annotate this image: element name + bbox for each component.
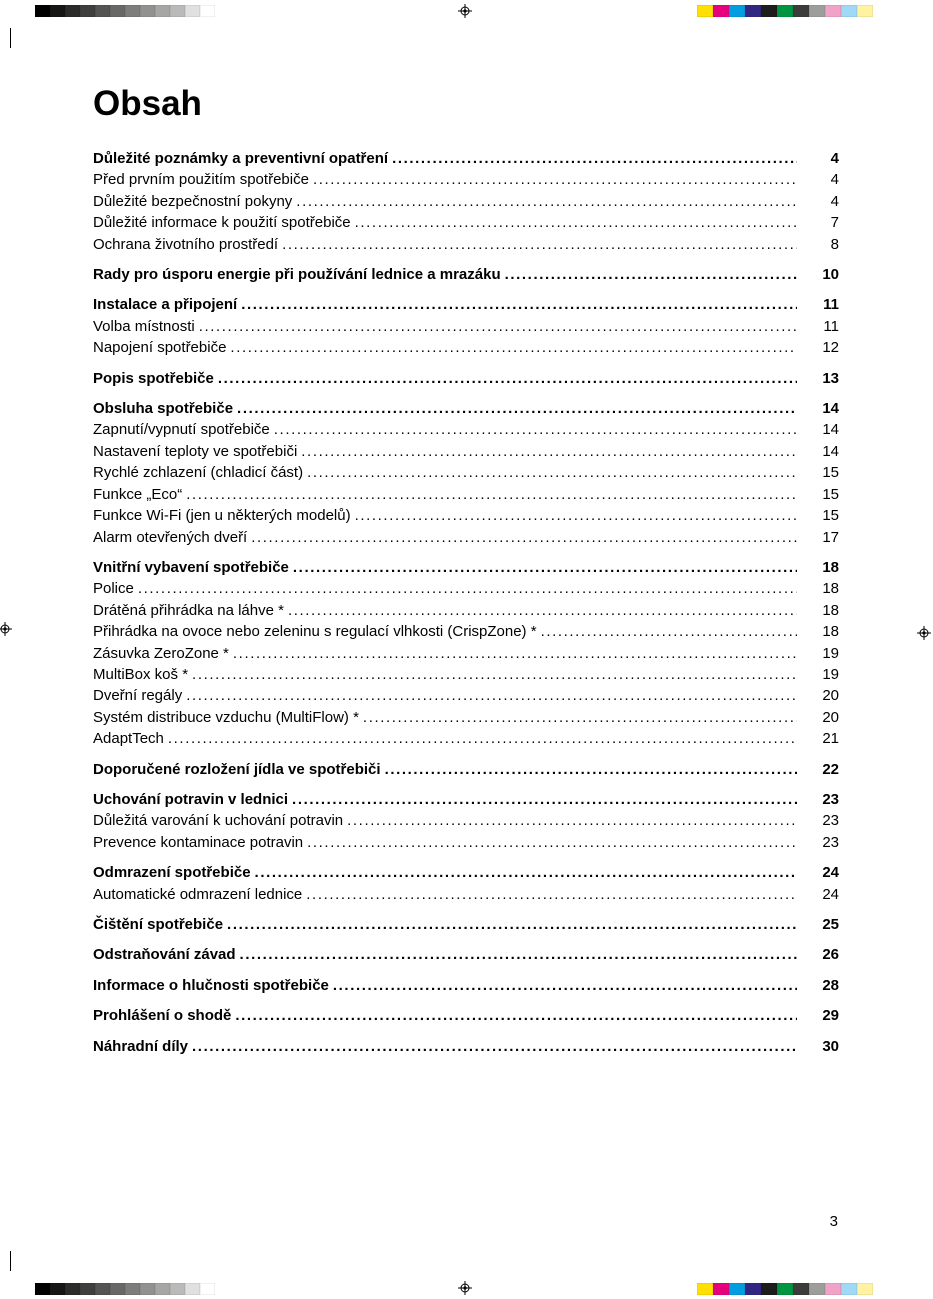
toc-section-entry xyxy=(93,759,839,780)
toc-section-entry xyxy=(93,914,839,935)
color-swatch xyxy=(125,5,140,17)
color-swatch xyxy=(185,1283,200,1295)
color-swatch xyxy=(777,1283,793,1295)
toc-section-entry xyxy=(93,975,839,996)
toc-leader-dots xyxy=(233,643,797,664)
toc-entry-page: 21 xyxy=(822,730,839,748)
toc-leader-dots xyxy=(255,862,797,883)
color-swatch xyxy=(809,1283,825,1295)
toc-entry-label: Uchování potravin v lednici xyxy=(93,790,289,808)
toc-leader-dots xyxy=(235,1005,797,1026)
toc-entry-page: 23 xyxy=(822,790,839,808)
toc-entry-label: Volba místnosti xyxy=(93,317,195,335)
toc-entry-page: 18 xyxy=(822,558,839,576)
registration-mark-icon xyxy=(917,626,931,640)
toc-entry-label: Odstraňování závad xyxy=(93,946,236,964)
color-swatch xyxy=(65,5,80,17)
toc-section-entry xyxy=(93,148,839,169)
color-swatch xyxy=(841,5,857,17)
toc-entry-label: Alarm otevřených dveří xyxy=(93,528,248,546)
toc-entry-label: Popis spotřebiče xyxy=(93,369,214,387)
color-swatch xyxy=(140,1283,155,1295)
toc-section-entry xyxy=(93,789,839,810)
toc-entry-label: Napojení spotřebiče xyxy=(93,339,227,357)
toc-sub-entry xyxy=(93,578,839,599)
toc-entry-page: 14 xyxy=(822,400,839,418)
toc-section-entry xyxy=(93,264,839,285)
toc-entry-page: 15 xyxy=(822,485,839,503)
toc-entry-page: 28 xyxy=(822,976,839,994)
page-content xyxy=(93,84,839,1057)
toc-leader-dots xyxy=(186,685,797,706)
toc-entry-page: 7 xyxy=(830,214,839,232)
toc-entry-label: Systém distribuce vzduchu (MultiFlow) * xyxy=(93,708,359,726)
color-swatch xyxy=(155,1283,170,1295)
color-swatch xyxy=(50,1283,65,1295)
toc-sub-entry xyxy=(93,621,839,642)
toc-sub-entry xyxy=(93,419,839,440)
color-swatch xyxy=(729,1283,745,1295)
toc-entry-label: Důležité bezpečnostní pokyny xyxy=(93,192,293,210)
toc-entry-page: 23 xyxy=(822,833,839,851)
color-swatch xyxy=(95,5,110,17)
toc-leader-dots xyxy=(230,337,797,358)
page-title: Obsah xyxy=(93,84,202,123)
color-swatch xyxy=(825,1283,841,1295)
toc-sub-entry xyxy=(93,212,839,233)
color-swatch xyxy=(140,5,155,17)
toc-sub-entry xyxy=(93,884,839,905)
toc-entry-page: 25 xyxy=(822,916,839,933)
registration-mark-icon xyxy=(458,1281,472,1295)
color-swatch xyxy=(200,1283,215,1295)
toc-leader-dots xyxy=(347,810,797,831)
toc-entry-page: 12 xyxy=(822,339,839,357)
toc-section-entry xyxy=(93,294,839,315)
toc-entry-label: Přihrádka na ovoce nebo zeleninu s regulací vlhkosti (CrispZone) * xyxy=(93,623,537,641)
toc-entry-label: Před prvním použitím spotřebiče xyxy=(93,171,309,189)
toc-entry-label: Prevence kontaminace potravin xyxy=(93,833,304,851)
registration-mark-icon xyxy=(0,622,12,636)
toc-leader-dots xyxy=(355,212,797,233)
toc-entry-page: 13 xyxy=(822,369,839,387)
toc-leader-dots xyxy=(138,578,797,599)
toc-sub-entry xyxy=(93,664,839,685)
toc-entry-page: 11 xyxy=(823,296,839,314)
toc-entry-page: 26 xyxy=(822,946,839,964)
toc-entry-label: Náhradní díly xyxy=(93,1037,189,1055)
toc-entry-page: 14 xyxy=(822,421,839,439)
color-swatch xyxy=(809,5,825,17)
toc-sub-entry xyxy=(93,441,839,462)
toc-entry-label: Dveřní regály xyxy=(93,687,183,705)
toc-leader-dots xyxy=(168,728,797,749)
toc-entry-page: 24 xyxy=(822,885,839,903)
toc-leader-dots xyxy=(313,169,797,190)
toc-sub-entry xyxy=(93,832,839,853)
toc-entry-page: 15 xyxy=(822,464,839,482)
toc-entry-label: Vnitřní vybavení spotřebiče xyxy=(93,558,289,576)
color-swatch xyxy=(777,5,793,17)
toc-entry-page: 10 xyxy=(822,266,839,284)
color-swatch xyxy=(80,5,95,17)
toc-entry-page: 19 xyxy=(822,665,839,683)
toc-sub-entry xyxy=(93,527,839,548)
color-calibration-strip xyxy=(697,1283,873,1295)
toc-entry-label: Zapnutí/vypnutí spotřebiče xyxy=(93,421,270,439)
toc-leader-dots xyxy=(240,944,797,965)
color-swatch xyxy=(155,5,170,17)
color-calibration-strip xyxy=(697,5,873,17)
toc-entry-label: Drátěná přihrádka na láhve * xyxy=(93,601,284,619)
toc-sub-entry xyxy=(93,505,839,526)
toc-entry-label: Důležitá varování k uchování potravin xyxy=(93,812,344,830)
color-swatch xyxy=(50,5,65,17)
toc-section-entry xyxy=(93,557,839,578)
color-swatch xyxy=(697,5,713,17)
toc-leader-dots xyxy=(218,368,797,389)
toc-leader-dots xyxy=(301,441,797,462)
toc-entry-page: 18 xyxy=(822,601,839,619)
toc-sub-entry xyxy=(93,600,839,621)
toc-leader-dots xyxy=(274,419,797,440)
toc-leader-dots xyxy=(241,294,797,315)
toc-leader-dots xyxy=(296,191,797,212)
grayscale-calibration-strip xyxy=(35,5,215,17)
toc-entry-label: Nastavení teploty ve spotřebiči xyxy=(93,442,298,460)
page-number: 3 xyxy=(829,1213,838,1230)
toc-leader-dots xyxy=(186,484,797,505)
toc-sub-entry xyxy=(93,191,839,212)
toc-entry-page: 18 xyxy=(822,623,839,641)
toc-sub-entry xyxy=(93,685,839,706)
color-swatch xyxy=(713,5,729,17)
color-swatch xyxy=(825,5,841,17)
toc-sub-entry xyxy=(93,316,839,337)
toc-entry-label: MultiBox koš * xyxy=(93,665,189,683)
toc-leader-dots xyxy=(541,621,797,642)
toc-section-entry xyxy=(93,1036,839,1057)
toc-leader-dots xyxy=(237,398,797,419)
color-swatch xyxy=(170,5,185,17)
color-swatch xyxy=(713,1283,729,1295)
toc-entry-label: Rychlé zchlazení (chladicí část) xyxy=(93,464,304,482)
toc-entry-page: 20 xyxy=(822,708,839,726)
color-swatch xyxy=(35,1283,50,1295)
table-of-contents xyxy=(93,148,839,1057)
toc-sub-entry xyxy=(93,169,839,190)
toc-leader-dots xyxy=(192,1036,797,1057)
toc-entry-label: Odmrazení spotřebiče xyxy=(93,864,251,882)
color-swatch xyxy=(761,1283,777,1295)
crop-mark xyxy=(10,1251,11,1271)
toc-sub-entry xyxy=(93,728,839,749)
toc-entry-label: Čištění spotřebiče xyxy=(93,916,224,933)
grayscale-calibration-strip xyxy=(35,1283,215,1295)
color-swatch xyxy=(857,5,873,17)
color-swatch xyxy=(35,5,50,17)
toc-entry-page: 30 xyxy=(822,1037,839,1055)
toc-sub-entry xyxy=(93,337,839,358)
color-swatch xyxy=(125,1283,140,1295)
toc-section-entry xyxy=(93,368,839,389)
toc-leader-dots xyxy=(292,789,797,810)
toc-entry-label: Důležité informace k použití spotřebiče xyxy=(93,214,351,232)
toc-leader-dots xyxy=(355,505,797,526)
toc-section-entry xyxy=(93,944,839,965)
toc-entry-page: 4 xyxy=(830,171,839,189)
toc-entry-page: 24 xyxy=(822,864,839,882)
toc-entry-label: AdaptTech xyxy=(93,730,164,748)
toc-entry-page: 17 xyxy=(822,528,839,546)
toc-entry-label: Důležité poznámky a preventivní opatření xyxy=(93,150,389,167)
toc-leader-dots xyxy=(505,264,797,285)
toc-entry-page: 19 xyxy=(822,644,839,662)
toc-entry-page: 14 xyxy=(822,442,839,460)
toc-leader-dots xyxy=(306,884,797,905)
toc-entry-page: 23 xyxy=(822,812,839,830)
color-swatch xyxy=(793,1283,809,1295)
toc-sub-entry xyxy=(93,462,839,483)
toc-leader-dots xyxy=(385,759,797,780)
toc-leader-dots xyxy=(307,462,797,483)
toc-sub-entry xyxy=(93,643,839,664)
toc-sub-entry xyxy=(93,810,839,831)
toc-leader-dots xyxy=(333,975,797,996)
color-swatch xyxy=(95,1283,110,1295)
toc-entry-label: Zásuvka ZeroZone * xyxy=(93,644,229,662)
crop-mark xyxy=(10,28,11,48)
toc-leader-dots xyxy=(288,600,797,621)
toc-sub-entry xyxy=(93,234,839,255)
toc-entry-page: 4 xyxy=(830,150,839,167)
toc-entry-page: 4 xyxy=(830,192,839,210)
color-swatch xyxy=(697,1283,713,1295)
toc-entry-page: 20 xyxy=(822,687,839,705)
toc-leader-dots xyxy=(392,148,797,169)
toc-entry-label: Instalace a připojení xyxy=(93,296,238,314)
toc-entry-label: Informace o hlučnosti spotřebiče xyxy=(93,976,329,994)
color-swatch xyxy=(745,1283,761,1295)
color-swatch xyxy=(65,1283,80,1295)
toc-entry-label: Police xyxy=(93,580,134,598)
color-swatch xyxy=(185,5,200,17)
toc-entry-page: 18 xyxy=(822,580,839,598)
toc-entry-label: Prohlášení o shodě xyxy=(93,1007,232,1025)
toc-entry-label: Automatické odmrazení lednice xyxy=(93,885,303,903)
color-swatch xyxy=(200,5,215,17)
toc-leader-dots xyxy=(199,316,797,337)
registration-mark-icon xyxy=(458,4,472,18)
toc-entry-page: 11 xyxy=(823,317,839,335)
color-swatch xyxy=(761,5,777,17)
toc-leader-dots xyxy=(192,664,797,685)
toc-leader-dots xyxy=(227,914,797,935)
toc-entry-page: 29 xyxy=(822,1007,839,1025)
color-swatch xyxy=(857,1283,873,1295)
toc-entry-page: 22 xyxy=(822,760,839,778)
toc-entry-label: Obsluha spotřebiče xyxy=(93,400,234,418)
toc-sub-entry xyxy=(93,484,839,505)
toc-entry-label: Rady pro úsporu energie při používání lednice a mrazáku xyxy=(93,266,501,284)
toc-entry-label: Ochrana životního prostředí xyxy=(93,235,279,253)
toc-sub-entry xyxy=(93,707,839,728)
toc-leader-dots xyxy=(363,707,797,728)
toc-leader-dots xyxy=(282,234,797,255)
color-swatch xyxy=(745,5,761,17)
toc-leader-dots xyxy=(307,832,797,853)
toc-leader-dots xyxy=(251,527,797,548)
toc-section-entry xyxy=(93,398,839,419)
color-swatch xyxy=(729,5,745,17)
toc-section-entry xyxy=(93,1005,839,1026)
color-swatch xyxy=(793,5,809,17)
color-swatch xyxy=(80,1283,95,1295)
toc-entry-page: 8 xyxy=(830,235,839,253)
color-swatch xyxy=(110,1283,125,1295)
toc-section-entry xyxy=(93,862,839,883)
toc-entry-page: 15 xyxy=(822,507,839,525)
toc-entry-label: Funkce Wi-Fi (jen u některých modelů) xyxy=(93,507,351,525)
toc-entry-label: Funkce „Eco“ xyxy=(93,485,183,503)
color-swatch xyxy=(110,5,125,17)
color-swatch xyxy=(841,1283,857,1295)
color-swatch xyxy=(170,1283,185,1295)
toc-leader-dots xyxy=(293,557,797,578)
toc-entry-label: Doporučené rozložení jídla ve spotřebiči xyxy=(93,760,381,778)
